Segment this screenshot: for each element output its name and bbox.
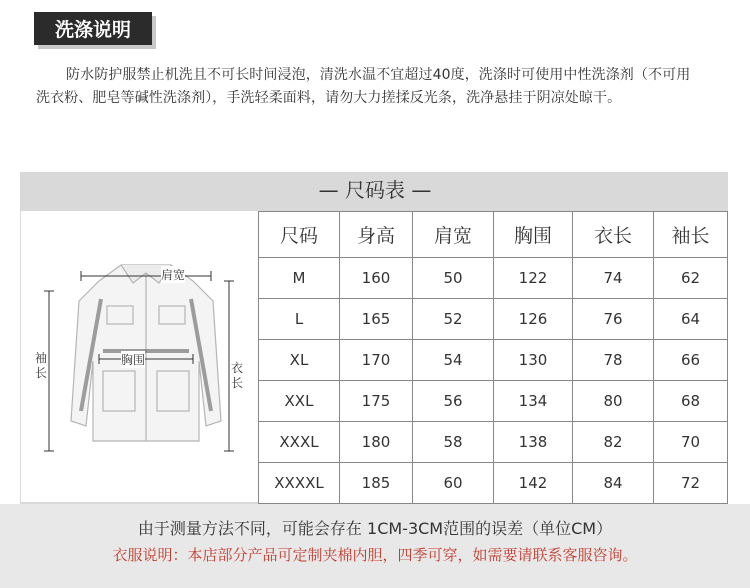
- cell-height: 175: [340, 381, 413, 422]
- cell-length: 82: [573, 422, 654, 463]
- garment-diagram: [21, 211, 259, 502]
- cell-sleeve: 66: [654, 340, 728, 381]
- cell-shoulder: 54: [413, 340, 494, 381]
- wash-instructions-heading: 洗涤说明: [34, 12, 152, 45]
- cell-height: 160: [340, 258, 413, 299]
- cell-length: 84: [573, 463, 654, 504]
- table-row: [259, 381, 728, 422]
- cell-chest: 122: [494, 258, 573, 299]
- table-row: [259, 340, 728, 381]
- cell-length: 78: [573, 340, 654, 381]
- cell-sleeve: 70: [654, 422, 728, 463]
- cell-chest: 134: [494, 381, 573, 422]
- cell-size: XXXXL: [259, 463, 340, 504]
- cell-sleeve: 68: [654, 381, 728, 422]
- cell-shoulder: 60: [413, 463, 494, 504]
- cell-shoulder: 56: [413, 381, 494, 422]
- sleeve-length-label: 袖长: [35, 351, 48, 380]
- cell-size: M: [259, 258, 340, 299]
- body-length-label: 衣长: [231, 361, 244, 390]
- header-chest: 胸围: [494, 212, 573, 258]
- cell-chest: 130: [494, 340, 573, 381]
- cell-height: 180: [340, 422, 413, 463]
- cell-chest: 138: [494, 422, 573, 463]
- header-size: 尺码: [259, 212, 340, 258]
- size-table: [258, 211, 728, 504]
- wash-instructions-text: 防水防护服禁止机洗且不可长时间浸泡，清洗水温不宜超过40度，洗涤时可使用中性洗涤剂（不可用洗衣粉、肥皂等碱性洗涤剂），手洗轻柔面料，请勿大力搓揉反光条，洗净悬挂于阴凉处晾干。: [36, 67, 691, 106]
- table-row: [259, 299, 728, 340]
- cell-sleeve: 72: [654, 463, 728, 504]
- cell-shoulder: 58: [413, 422, 494, 463]
- cell-size: XXXL: [259, 422, 340, 463]
- header-length: 衣长: [573, 212, 654, 258]
- cell-height: 170: [340, 340, 413, 381]
- header-shoulder: 肩宽: [413, 212, 494, 258]
- table-row: [259, 258, 728, 299]
- chest-label: 胸围: [121, 353, 146, 367]
- cell-size: XL: [259, 340, 340, 381]
- table-row: [259, 422, 728, 463]
- cell-sleeve: 64: [654, 299, 728, 340]
- cell-length: 80: [573, 381, 654, 422]
- table-header-row: [259, 212, 728, 258]
- cell-height: 185: [340, 463, 413, 504]
- cell-shoulder: 52: [413, 299, 494, 340]
- cell-size: L: [259, 299, 340, 340]
- cell-shoulder: 50: [413, 258, 494, 299]
- cell-length: 74: [573, 258, 654, 299]
- cell-size: XXL: [259, 381, 340, 422]
- cell-height: 165: [340, 299, 413, 340]
- cell-chest: 126: [494, 299, 573, 340]
- cell-chest: 142: [494, 463, 573, 504]
- header-height: 身高: [340, 212, 413, 258]
- measurement-note: 由于测量方法不同，可能会存在 1CM-3CM范围的误差（单位CM）: [137, 519, 613, 538]
- cell-sleeve: 62: [654, 258, 728, 299]
- header-sleeve: 袖长: [654, 212, 728, 258]
- table-row: [259, 463, 728, 504]
- custom-lining-note: 衣服说明：本店部分产品可定制夹棉内胆，四季可穿，如需要请联系客服咨询。: [112, 546, 638, 564]
- cell-length: 76: [573, 299, 654, 340]
- size-chart-title: — 尺码表 —: [318, 178, 432, 202]
- shoulder-width-label: 肩宽: [161, 268, 186, 282]
